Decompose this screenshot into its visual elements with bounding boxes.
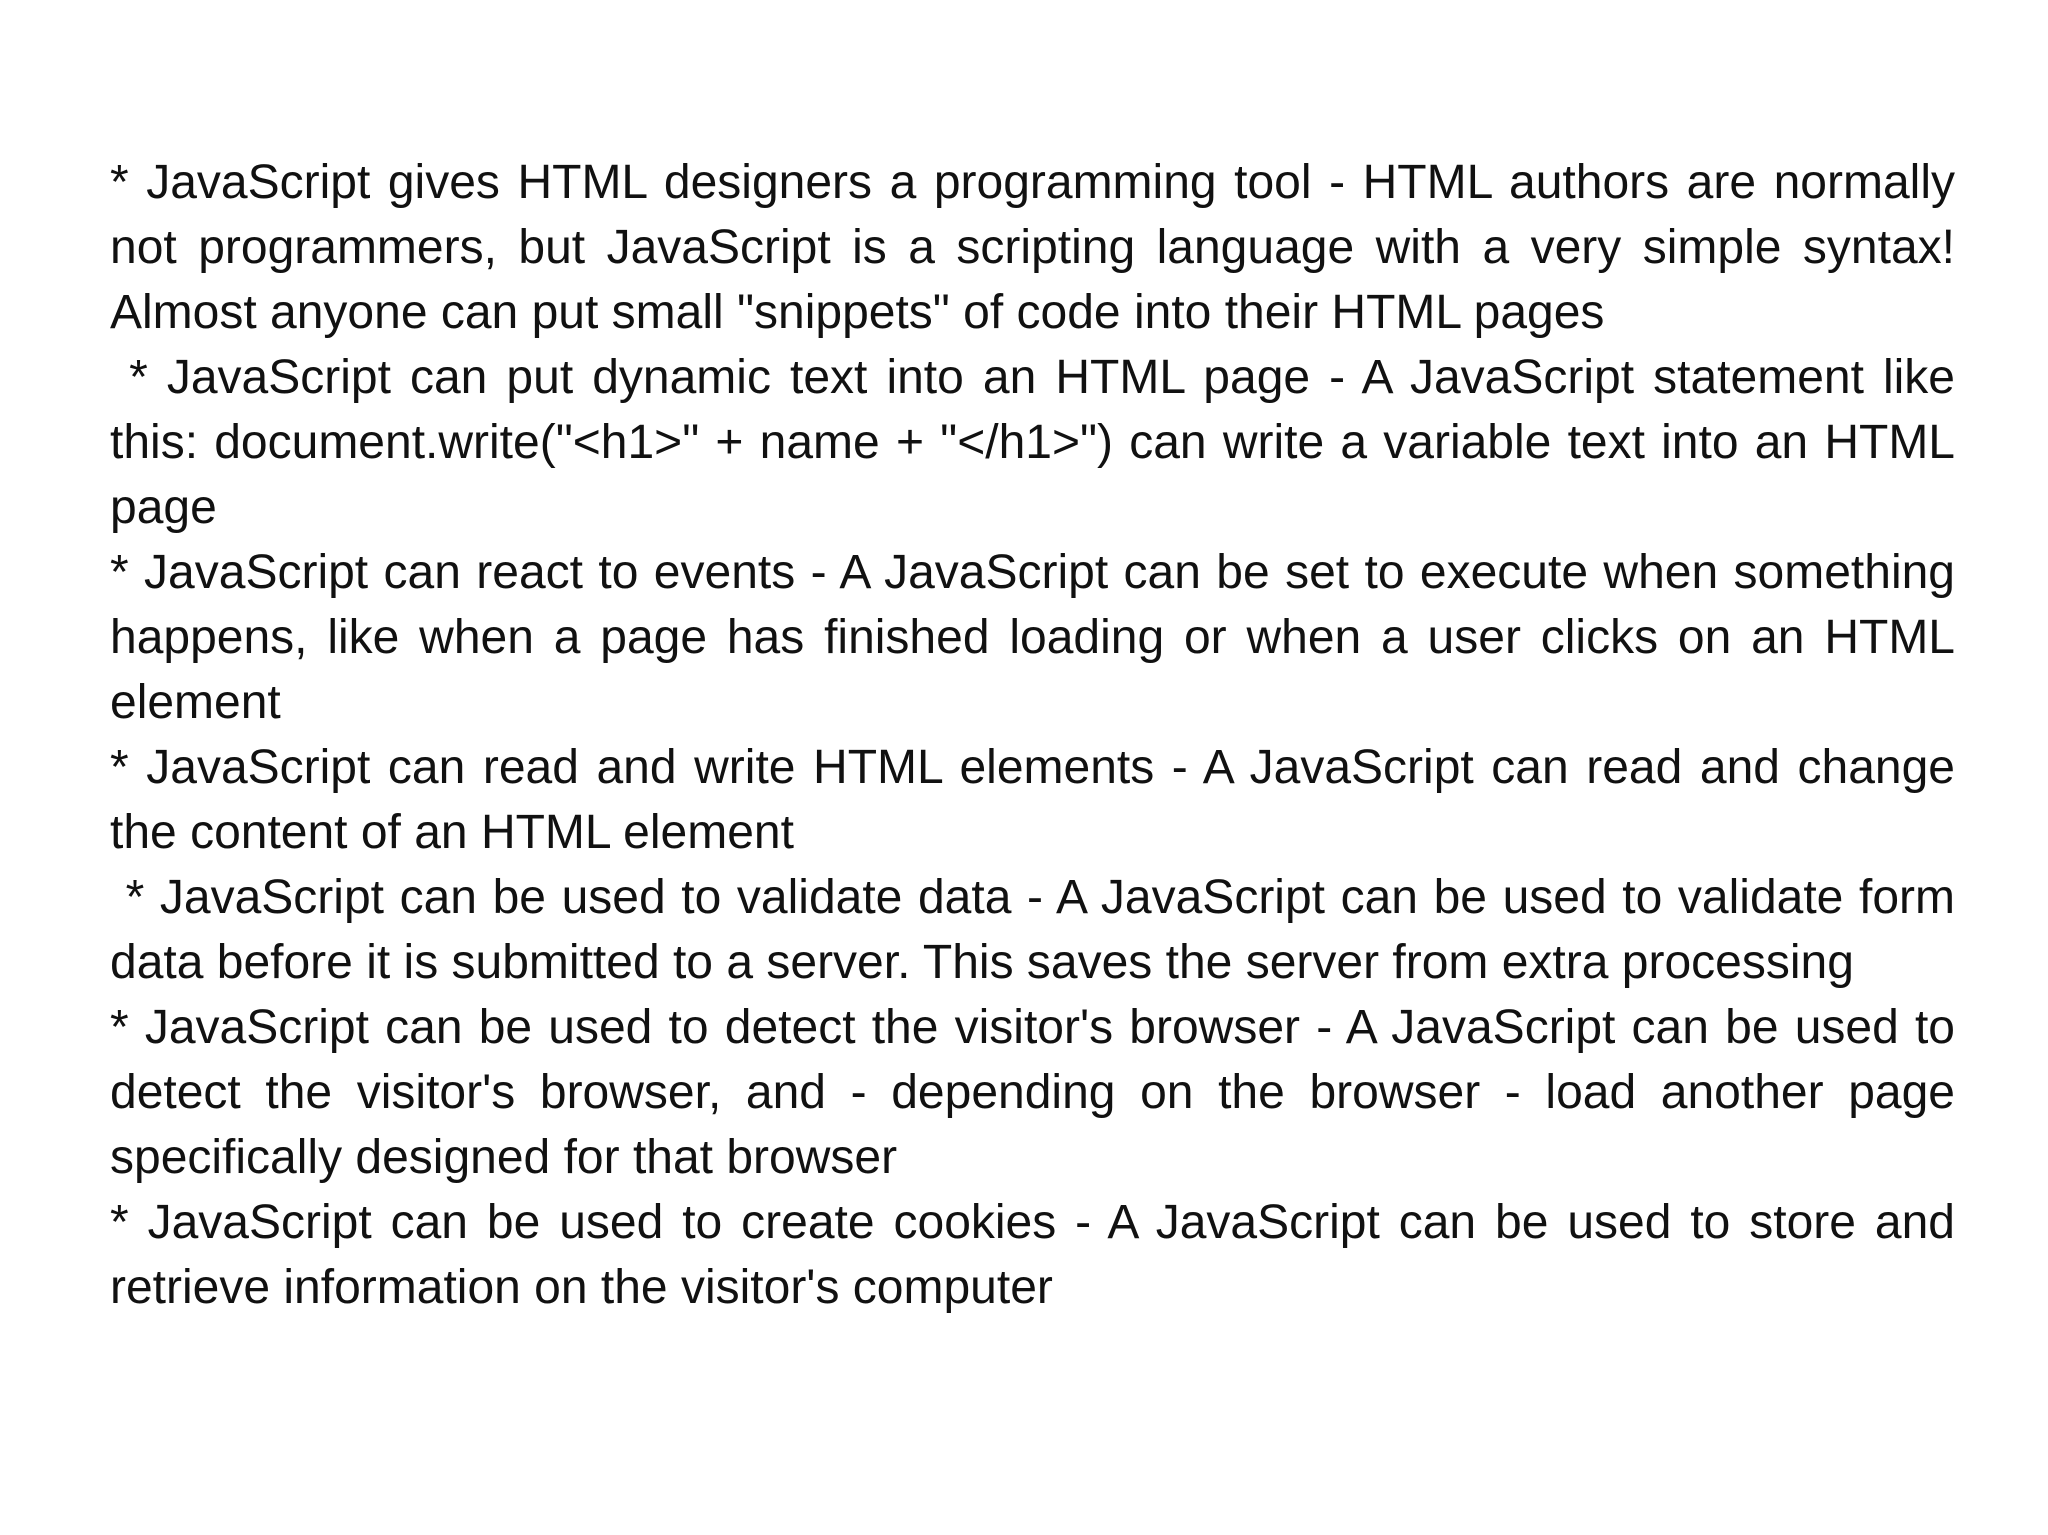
bullet-item-validate-data: * JavaScript can be used to validate data - A JavaScript can be used to validate form data before it is submitted to a server. This saves the server from extra processing xyxy=(110,871,1969,989)
bullet-item-react-to-events: * JavaScript can react to events - A JavaScript can be set to execute when something happens, like when a page has finished loading or when a user clicks on an HTML element xyxy=(110,546,1955,729)
bullet-list xyxy=(110,150,1969,1320)
bullet-item-dynamic-text: * JavaScript can put dynamic text into an HTML page - A JavaScript statement like this: document.write("<h1>" + name + "</h1>") can write a variable text into an HTML page xyxy=(110,351,1969,534)
bullet-item-read-write-elements: * JavaScript can read and write HTML elements - A JavaScript can read and change the content of an HTML element xyxy=(110,741,1955,859)
bullet-item-create-cookies: * JavaScript can be used to create cookies - A JavaScript can be used to store and retrieve information on the visitor's computer xyxy=(110,1196,1955,1314)
bullet-item-detect-browser: * JavaScript can be used to detect the visitor's browser - A JavaScript can be used to detect the visitor's browser, and - depending on the browser - load another page specifically designed for that browser xyxy=(110,1001,1955,1184)
bullet-item-programming-tool: * JavaScript gives HTML designers a programming tool - HTML authors are normally not programmers, but JavaScript is a scripting language with a very simple syntax! Almost anyone can put small "snippets" of code into their HTML pages xyxy=(110,156,1955,339)
